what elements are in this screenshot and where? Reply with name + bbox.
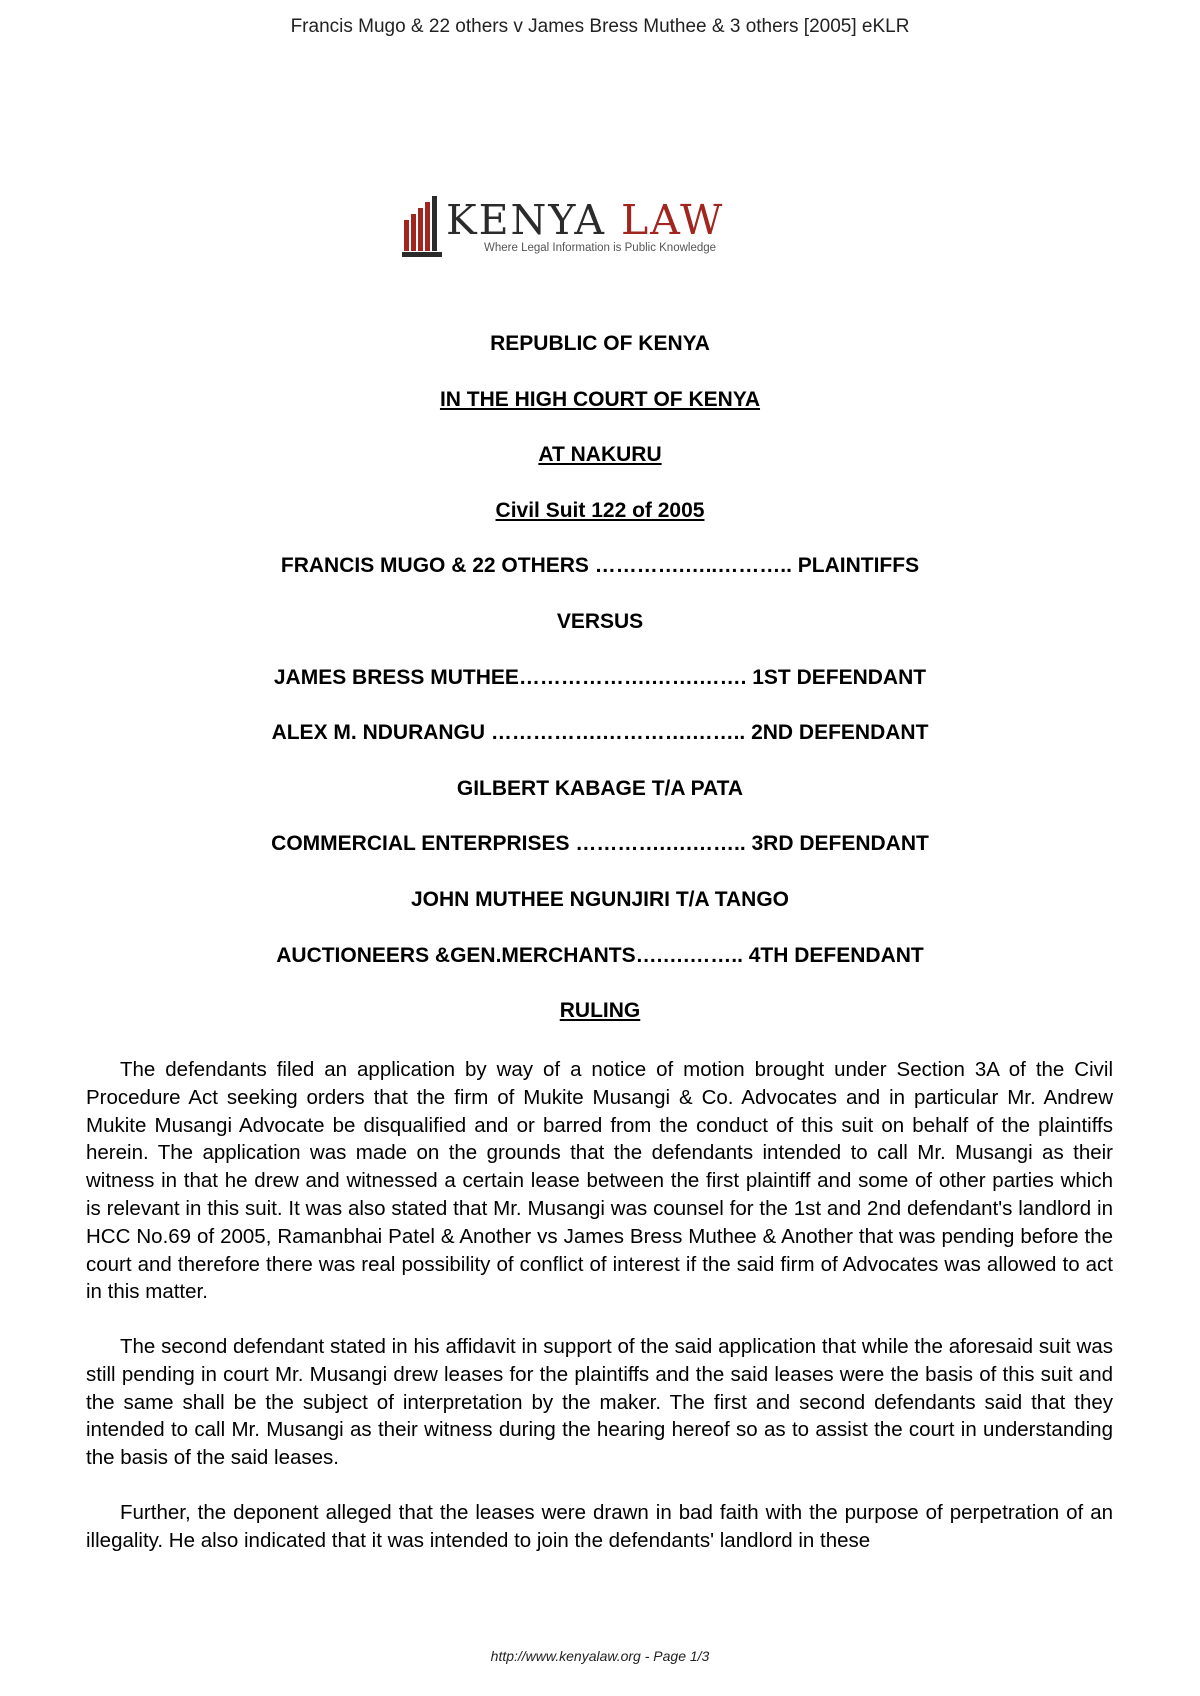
defendant-2-line: ALEX M. NDURANGU …………….………….…….. 2ND DEFENDANT xyxy=(271,721,929,744)
plaintiffs-line: FRANCIS MUGO & 22 OTHERS ………….…..……….. PLAINTIFFS xyxy=(280,554,920,577)
republic-heading: REPUBLIC OF KENYA xyxy=(490,332,710,355)
running-header: Francis Mugo & 22 others v James Bress Muthee & 3 others [2005] eKLR xyxy=(290,16,910,37)
ruling-heading: RULING xyxy=(559,999,641,1022)
defendant-4-line: AUCTIONEERS &GEN.MERCHANTS….….…….. 4TH DEFENDANT xyxy=(276,944,924,967)
body-paragraph-2: The second defendant stated in his affidavit in support of the said application that while the aforesaid suit was still pending in court Mr. Musangi drew leases for the plaintiffs and the said leases were the basis of this suit and the same shall be the subject of interpretation by the maker. The first and second defendants said that they intended to call Mr. Musangi as their witness during the hearing hereof so as to assist the court in understanding the basis of the said leases. xyxy=(86,1335,1113,1470)
logo-word-kenya: KENYA xyxy=(446,196,606,244)
versus-line: VERSUS xyxy=(556,610,644,633)
defendant-1-line: JAMES BRESS MUTHEE……………….…….……. 1ST DEFENDANT xyxy=(273,666,927,689)
defendant-4-name-line: JOHN MUTHEE NGUNJIRI T/A TANGO xyxy=(410,888,789,911)
page-footer: http://www.kenyalaw.org - Page 1/3 xyxy=(490,1648,710,1664)
logo-tagline: Where Legal Information is Public Knowledge xyxy=(484,242,717,254)
logo-wordmark xyxy=(446,196,724,244)
suit-number-heading: Civil Suit 122 of 2005 xyxy=(495,499,705,522)
kenya-law-logo xyxy=(400,196,740,264)
logo-word-law: LAW xyxy=(620,196,725,244)
court-heading: IN THE HIGH COURT OF KENYA xyxy=(439,388,761,411)
pillars-logo-icon xyxy=(400,196,442,260)
body-paragraph-1: The defendants filed an application by way of a notice of motion brought under Section 3A of the Civil Procedure Act seeking orders that the firm of Mukite Musangi & Co. Advocates and in particular Mr. Andrew Mukite Musangi Advocate be disqualified and or barred from the conduct of this suit on behalf of the plaintiffs herein. The application was made on the grounds that the defendants intended to call Mr. Musangi as their witness in that he drew and witnessed a certain lease between the first plaintiff and some of other parties which is relevant in this suit. It was also stated that Mr. Musangi was counsel for the 1st and 2nd defendant's landlord in HCC No.69 of 2005, Ramanbhai Patel & Another vs James Bress Muthee & Another that was pending before the court and therefore there was real possibility of conflict of interest if the said firm of Advocates was allowed to act in this matter. xyxy=(86,1058,1113,1304)
defendant-3-line: COMMERCIAL ENTERPRISES ………….….…….. 3RD DEFENDANT xyxy=(271,832,929,855)
defendant-3-name-line: GILBERT KABAGE T/A PATA xyxy=(456,777,744,800)
location-heading: AT NAKURU xyxy=(538,443,662,466)
body-paragraph-3: Further, the deponent alleged that the leases were drawn in bad faith with the purpose of perpetration of an illegality. He also indicated that it was intended to join the defendants' landlord in these xyxy=(86,1501,1113,1552)
